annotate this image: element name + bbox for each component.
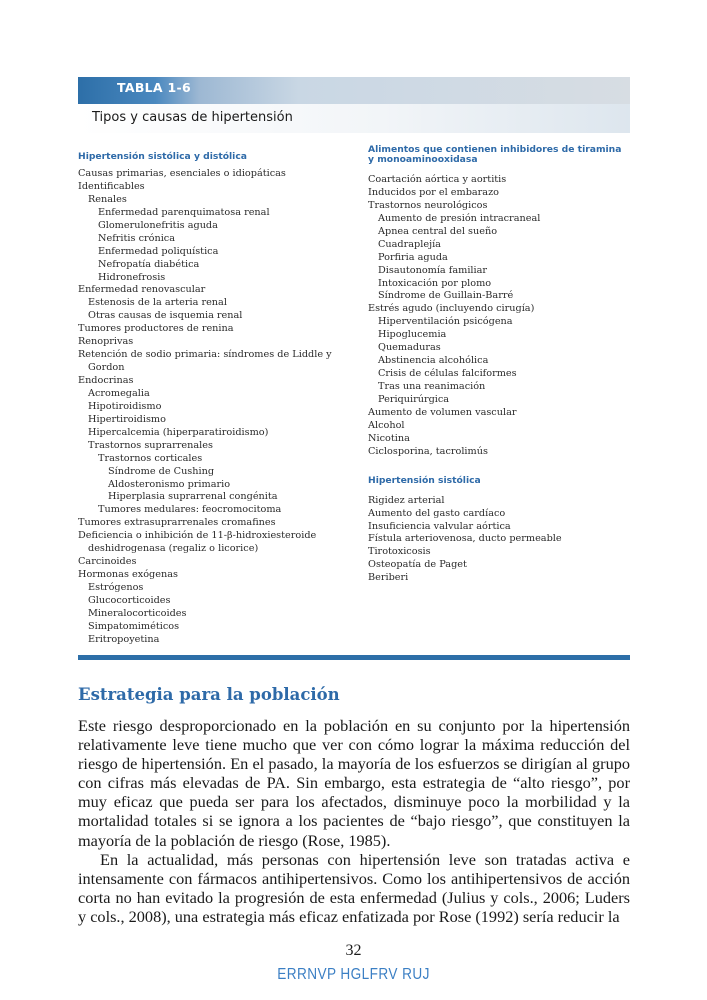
table-list-item: Síndrome de Cushing xyxy=(108,465,215,477)
table-list-item: Hormonas exógenas xyxy=(78,569,178,581)
table-right-column xyxy=(368,145,630,585)
footer-watermark: ERRNVP HGLFRV RUJ xyxy=(277,966,430,983)
table-bottom-rule xyxy=(78,655,630,660)
table-list-item: Glomerulonefritis aguda xyxy=(98,219,218,231)
table-list-item: Nefritis crónica xyxy=(98,232,175,244)
table-list-item: Gordon xyxy=(88,362,125,374)
table-figure xyxy=(78,77,630,660)
table-list-item: Retención de sodio primaria: síndromes de Liddle y xyxy=(78,349,332,361)
table-list-item: Glucocorticoides xyxy=(88,594,171,606)
table-title: Tipos y causas de hipertensión xyxy=(92,110,293,125)
table-list-item: Tumores productores de renina xyxy=(78,323,234,335)
table-list-item: Renoprivas xyxy=(78,336,134,348)
table-list-item: Acromegalia xyxy=(88,387,150,399)
table-list-item: Hipertiroidismo xyxy=(88,413,166,425)
table-list-item: Intoxicación por plomo xyxy=(378,277,492,289)
table-list-item: Otras causas de isquemia renal xyxy=(88,310,243,322)
table-list-item: Mineralocorticoides xyxy=(88,607,187,619)
table-list-item: Simpatomiméticos xyxy=(88,620,180,632)
table-list-item: Aumento del gasto cardíaco xyxy=(368,507,506,519)
table-list-item: Tumores extrasuprarrenales cromafines xyxy=(78,517,276,529)
table-list-item: Coartación aórtica y aortitis xyxy=(368,174,507,185)
left-column-list xyxy=(78,168,363,647)
table-list-item: Quemaduras xyxy=(378,342,441,354)
table-list-item: Deficiencia o inhibición de 11-β-hidroxiesteroide xyxy=(78,530,317,542)
table-list-item: Aumento de volumen vascular xyxy=(368,406,517,418)
table-list-item: Porfiria aguda xyxy=(378,251,448,263)
table-list-item: Cuadraplejía xyxy=(378,238,441,250)
table-list-item: Estenosis de la arteria renal xyxy=(88,297,227,309)
table-list-item: Aumento de presión intracraneal xyxy=(378,212,541,224)
table-list-item: Periquirúrgica xyxy=(378,393,450,405)
body-paragraph-1: Este riesgo desproporcionado en la población en su conjunto por la hipertensión relativamente leve tiene mucho que ver con cómo lograr la máxima reducción del riesgo de hipertensión. En el pasado, la mayoría de los esfuerzos se dirigían al grupo con cifras más elevadas de PA. Sin embargo, esta estrategia de “alto riesgo”, por muy eficaz que pueda ser para los afectados, disminuye poco la morbilidad y la mortalidad totales si se ignora a los pacientes de “bajo riesgo”, que constituyen la mayoría de la población de riesgo (Rose, 1985). xyxy=(78,716,630,850)
table-list-item: Causas primarias, esenciales o idiopáticas xyxy=(78,168,286,179)
table-list-item: Tumores medulares: feocromocitoma xyxy=(98,504,282,516)
table-list-item: Renales xyxy=(88,193,127,205)
table-list-item: Trastornos neurológicos xyxy=(368,199,488,211)
table-list-item: Eritropoyetina xyxy=(88,633,160,645)
table-list-item: Tirotoxicosis xyxy=(368,546,431,558)
table-list-item: Osteopatía de Paget xyxy=(368,559,467,571)
table-list-item: Enfermedad poliquística xyxy=(98,245,219,257)
body-text xyxy=(78,716,630,926)
table-list-item: Crisis de células falciformes xyxy=(378,368,517,380)
table-list-item: Estrés agudo (incluyendo cirugía) xyxy=(368,303,535,315)
table-list-item: Trastornos suprarrenales xyxy=(88,439,213,451)
table-list-item: Hiperventilación psicógena xyxy=(378,316,513,328)
table-list-item: Nefropatía diabética xyxy=(98,258,200,270)
right-column-list-1 xyxy=(368,174,630,459)
table-list-item: Enfermedad parenquimatosa renal xyxy=(98,206,270,218)
table-list-item: Estrógenos xyxy=(88,582,144,593)
table-list-item: Identificables xyxy=(78,180,145,192)
page-number: 32 xyxy=(345,942,362,959)
table-list-item: Beriberi xyxy=(368,572,409,584)
table-list-item: Enfermedad renovascular xyxy=(78,284,206,296)
table-list-item: deshidrogenasa (regaliz o licorice) xyxy=(88,543,259,555)
table-list-item: Abstinencia alcohólica xyxy=(378,355,489,367)
table-list-item: Insuficiencia valvular aórtica xyxy=(368,520,511,532)
table-list-item: Hiperplasia suprarrenal congénita xyxy=(108,491,278,503)
left-column-heading: Hipertensión sistólica y distólica xyxy=(78,151,247,162)
table-list-item: Apnea central del sueño xyxy=(378,225,498,237)
table-list-item: Trastornos corticales xyxy=(98,452,203,464)
table-number-label: TABLA 1-6 xyxy=(117,80,192,95)
table-list-item: Disautonomía familiar xyxy=(378,264,488,276)
table-list-item: Hidronefrosis xyxy=(98,271,166,283)
table-list-item: Aldosteronismo primario xyxy=(108,478,231,490)
table-list-item: Tras una reanimación xyxy=(378,381,486,392)
table-list-item: Síndrome de Guillain-Barré xyxy=(378,290,514,302)
table-list-item: Carcinoides xyxy=(78,556,137,568)
section-heading: Estrategia para la población xyxy=(78,685,340,704)
body-paragraph-2: En la actualidad, más personas con hipertensión leve son tratadas activa e intensamente con fármacos antihipertensivos. Como los antihipertensivos de acción corta no han evitado la progresión de esta enfermedad (Julius y cols., 2006; Luders y cols., 2008), una estrategia más eficaz enfatizada por Rose (1992) sería reducir la xyxy=(78,849,630,926)
table-list-item: Nicotina xyxy=(368,432,410,444)
section-gap xyxy=(368,459,630,476)
table-list-item: Alcohol xyxy=(368,419,405,431)
table-list-item: Inducidos por el embarazo xyxy=(368,186,500,198)
table-list-item: Rigidez arterial xyxy=(368,494,445,506)
table-left-column xyxy=(78,152,363,647)
right-column-list-2 xyxy=(368,495,630,586)
table-list-item: Ciclosporina, tacrolimús xyxy=(368,445,488,457)
table-list-item: Hipotiroidismo xyxy=(88,400,162,412)
table-list-item: Fístula arteriovenosa, ducto permeable xyxy=(368,533,562,545)
right-column-heading-2: Hipertensión sistólica xyxy=(368,474,481,486)
table-list-item: Hipercalcemia (hiperparatiroidismo) xyxy=(88,426,269,438)
table-list-item: Hipoglucemia xyxy=(378,329,447,341)
table-list-item: Endocrinas xyxy=(78,375,134,386)
right-column-heading-1: Alimentos que contienen inhibidores de tiramina y monoaminooxidasa xyxy=(368,144,622,165)
